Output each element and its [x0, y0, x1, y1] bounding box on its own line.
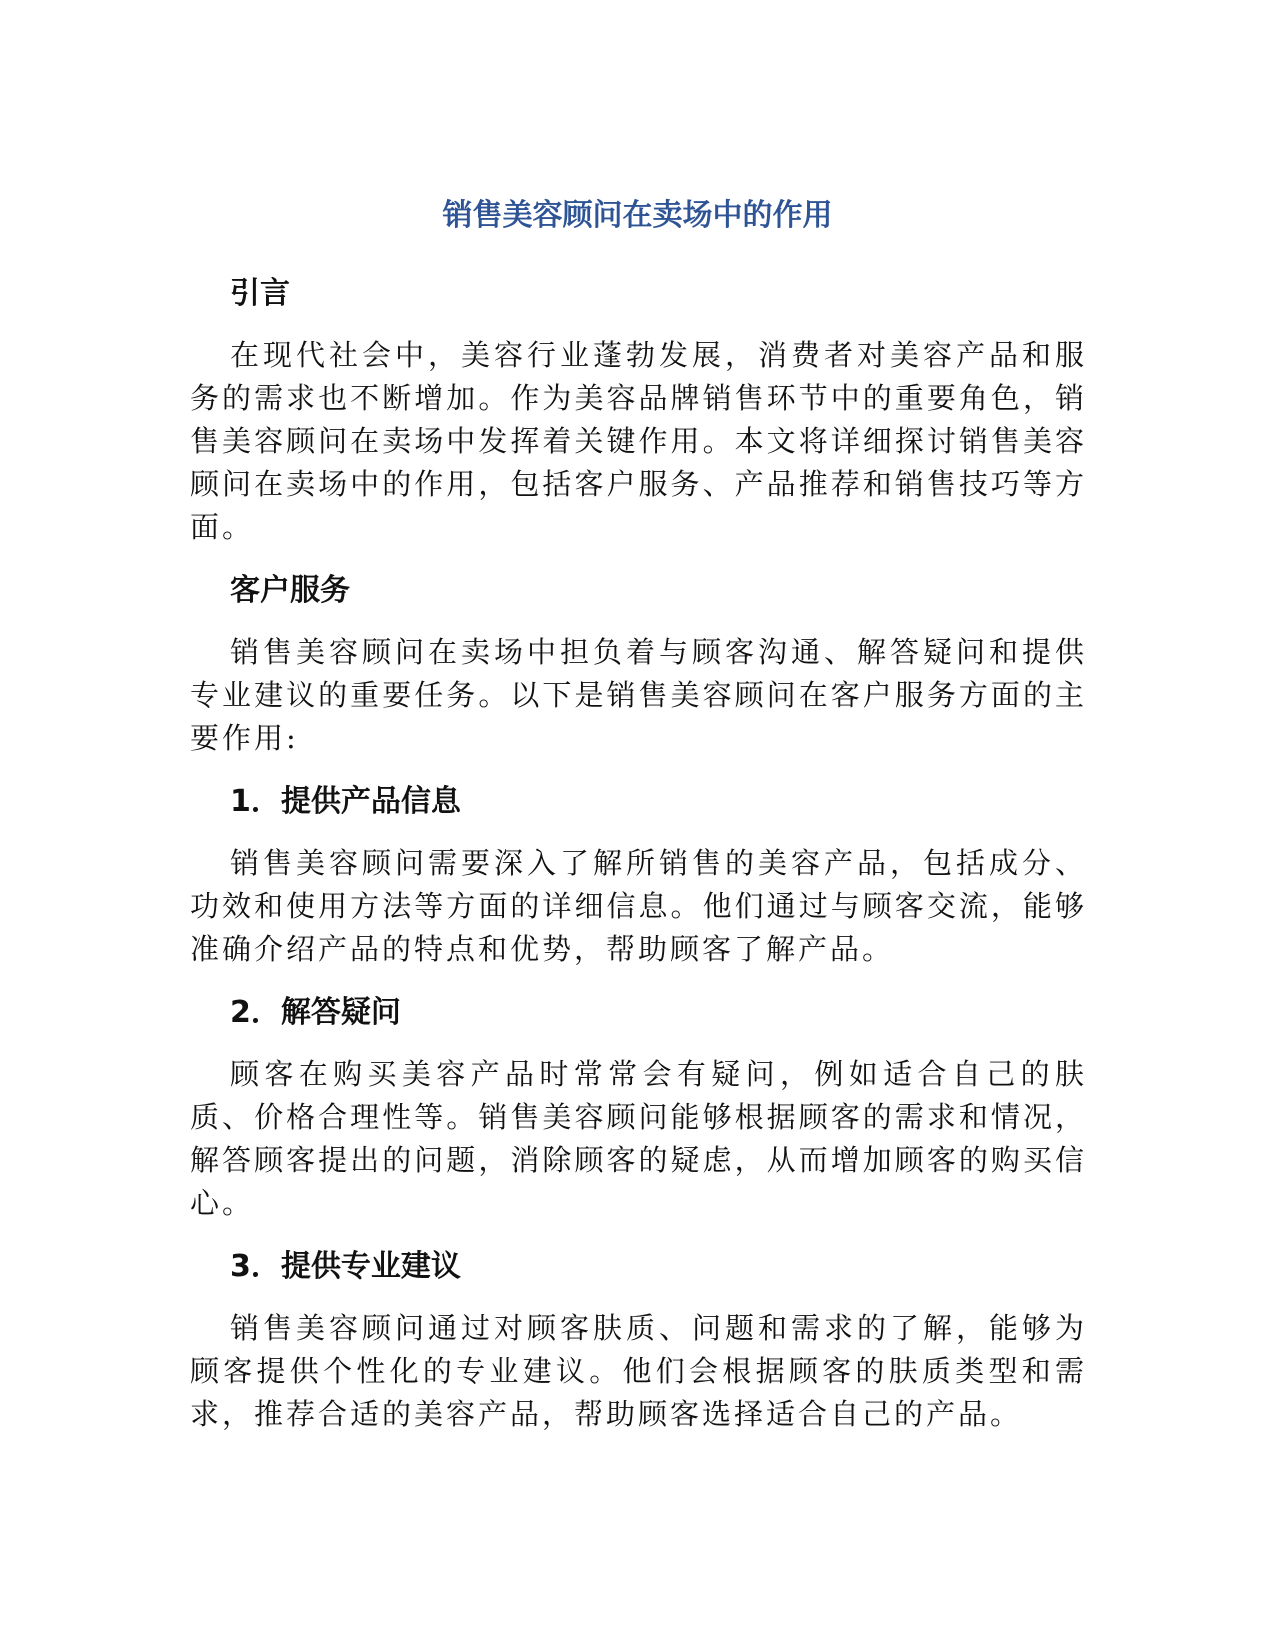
document-body: [190, 272, 1087, 1436]
section-heading: 1．提供产品信息: [230, 784, 461, 819]
section-answer-questions: [190, 991, 1087, 1245]
section-professional-advice: [190, 1245, 1087, 1436]
section-heading: 客户服务: [230, 573, 350, 608]
section-paragraph: 销售美容顾问需要深入了解所销售的美容产品，包括成分、功效和使用方法等方面的详细信息。他们通过与顾客交流，能够准确介绍产品的特点和优势，帮助顾客了解产品。: [190, 846, 1087, 966]
section-paragraph: 销售美容顾问在卖场中担负着与顾客沟通、解答疑问和提供专业建议的重要任务。以下是销售美容顾问在客户服务方面的主要作用:: [190, 635, 1087, 755]
section-customer-service: [190, 569, 1087, 780]
section-heading: 引言: [230, 276, 290, 311]
section-paragraph: 销售美容顾问通过对顾客肤质、问题和需求的了解，能够为顾客提供个性化的专业建议。他们会根据顾客的肤质类型和需求，推荐合适的美容产品，帮助顾客选择适合自己的产品。: [190, 1311, 1087, 1431]
section-product-info: [190, 780, 1087, 991]
document-title: 销售美容顾问在卖场中的作用: [442, 198, 833, 233]
section-heading: 2．解答疑问: [230, 995, 401, 1030]
section-introduction: [190, 272, 1087, 569]
section-paragraph: 在现代社会中，美容行业蓬勃发展，消费者对美容产品和服务的需求也不断增加。作为美容品牌销售环节中的重要角色，销售美容顾问在卖场中发挥着关键作用。本文将详细探讨销售美容顾问在卖场中的作用，包括客户服务、产品推荐和销售技巧等方面。: [190, 338, 1087, 544]
section-heading: 3．提供专业建议: [230, 1249, 461, 1284]
section-paragraph: 顾客在购买美容产品时常常会有疑问，例如适合自己的肤质、价格合理性等。销售美容顾问能够根据顾客的需求和情况，解答顾客提出的问题，消除顾客的疑虑，从而增加顾客的购买信心。: [190, 1057, 1087, 1220]
